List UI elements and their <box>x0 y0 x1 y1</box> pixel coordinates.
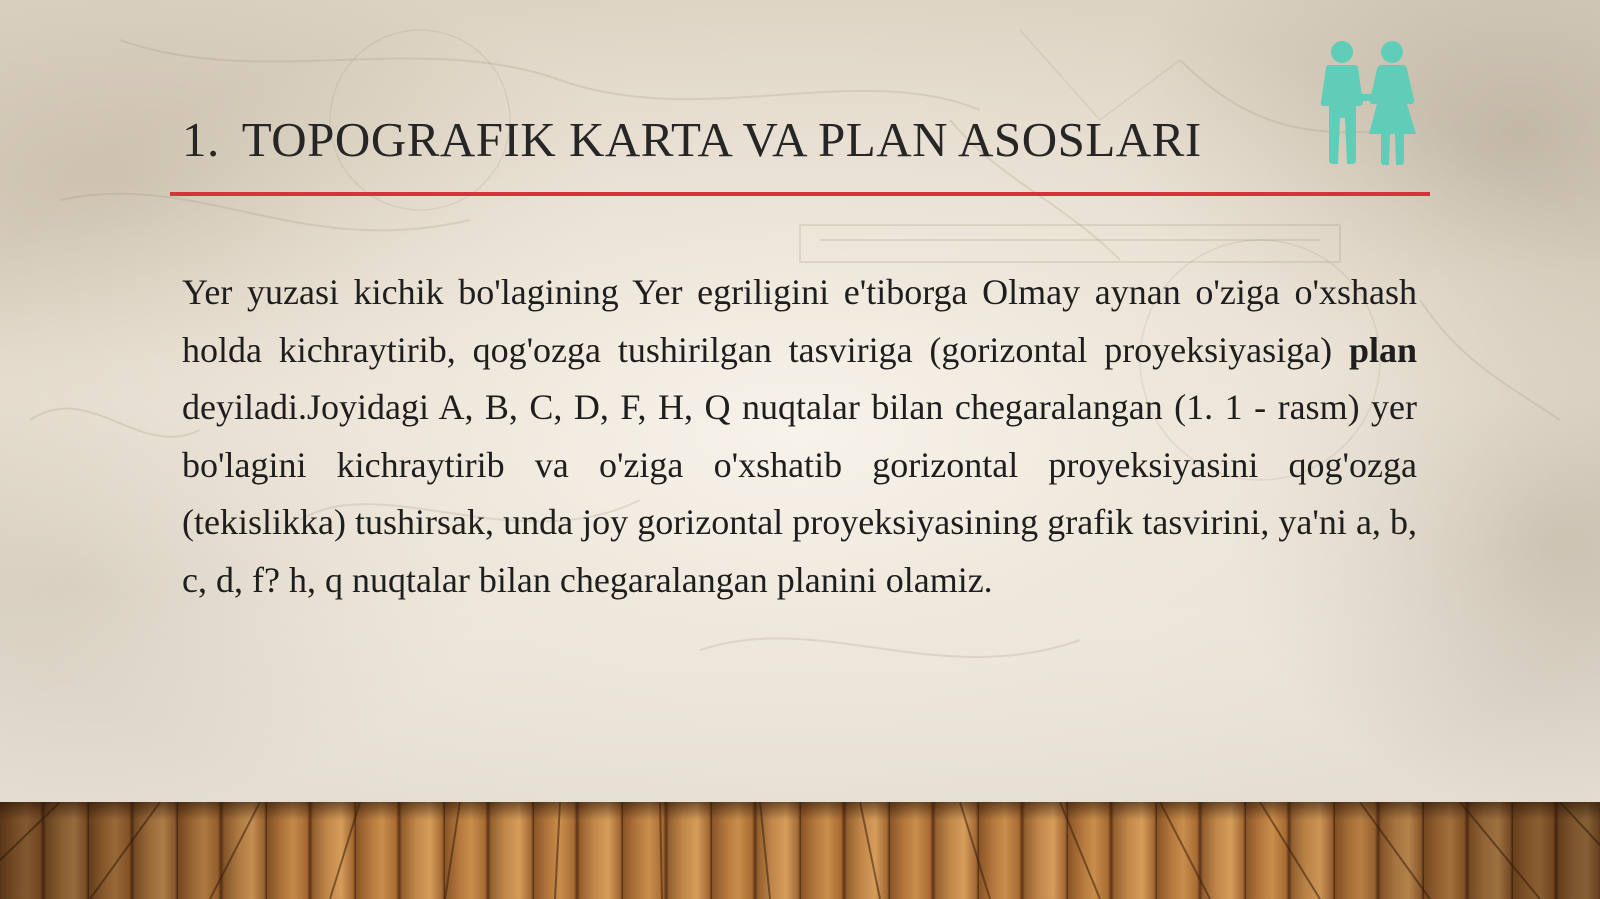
slide-title <box>182 104 1302 174</box>
title-text: TOPOGRAFIK KARTA VA PLAN ASOSLARI <box>241 111 1202 167</box>
paragraph-text-start: Yer yuzasi kichik bo'lagining Yer egriligini e'tiborga Olmay aynan o'ziga o'xshash holda kichraytirib, qog'ozga tushirilgan tasviriga (gorizontal proyeksiyasiga) <box>182 272 1417 370</box>
title-number: 1. <box>182 111 220 167</box>
body-paragraph <box>182 264 1417 609</box>
floor-vignette <box>0 802 1600 899</box>
title-underline <box>170 192 1430 196</box>
paragraph-text-end: deyiladi.Joyidagi A, B, C, D, F, H, Q nuqtalar bilan chegaralangan (1. 1 - rasm) yer bo'lagini kichraytirib va o'ziga o'xshatib gorizontal proyeksiyasini qog'ozga (tekislikka) tushirsak, unda joy gorizontal proyeksiyasining grafik tasvirini, ya'ni a, b, c, d, f? h, q nuqtalar bilan chegaralangan planini olamiz. <box>182 387 1417 600</box>
people-couple-icon <box>1310 38 1422 168</box>
term-plan: plan <box>1348 329 1417 370</box>
